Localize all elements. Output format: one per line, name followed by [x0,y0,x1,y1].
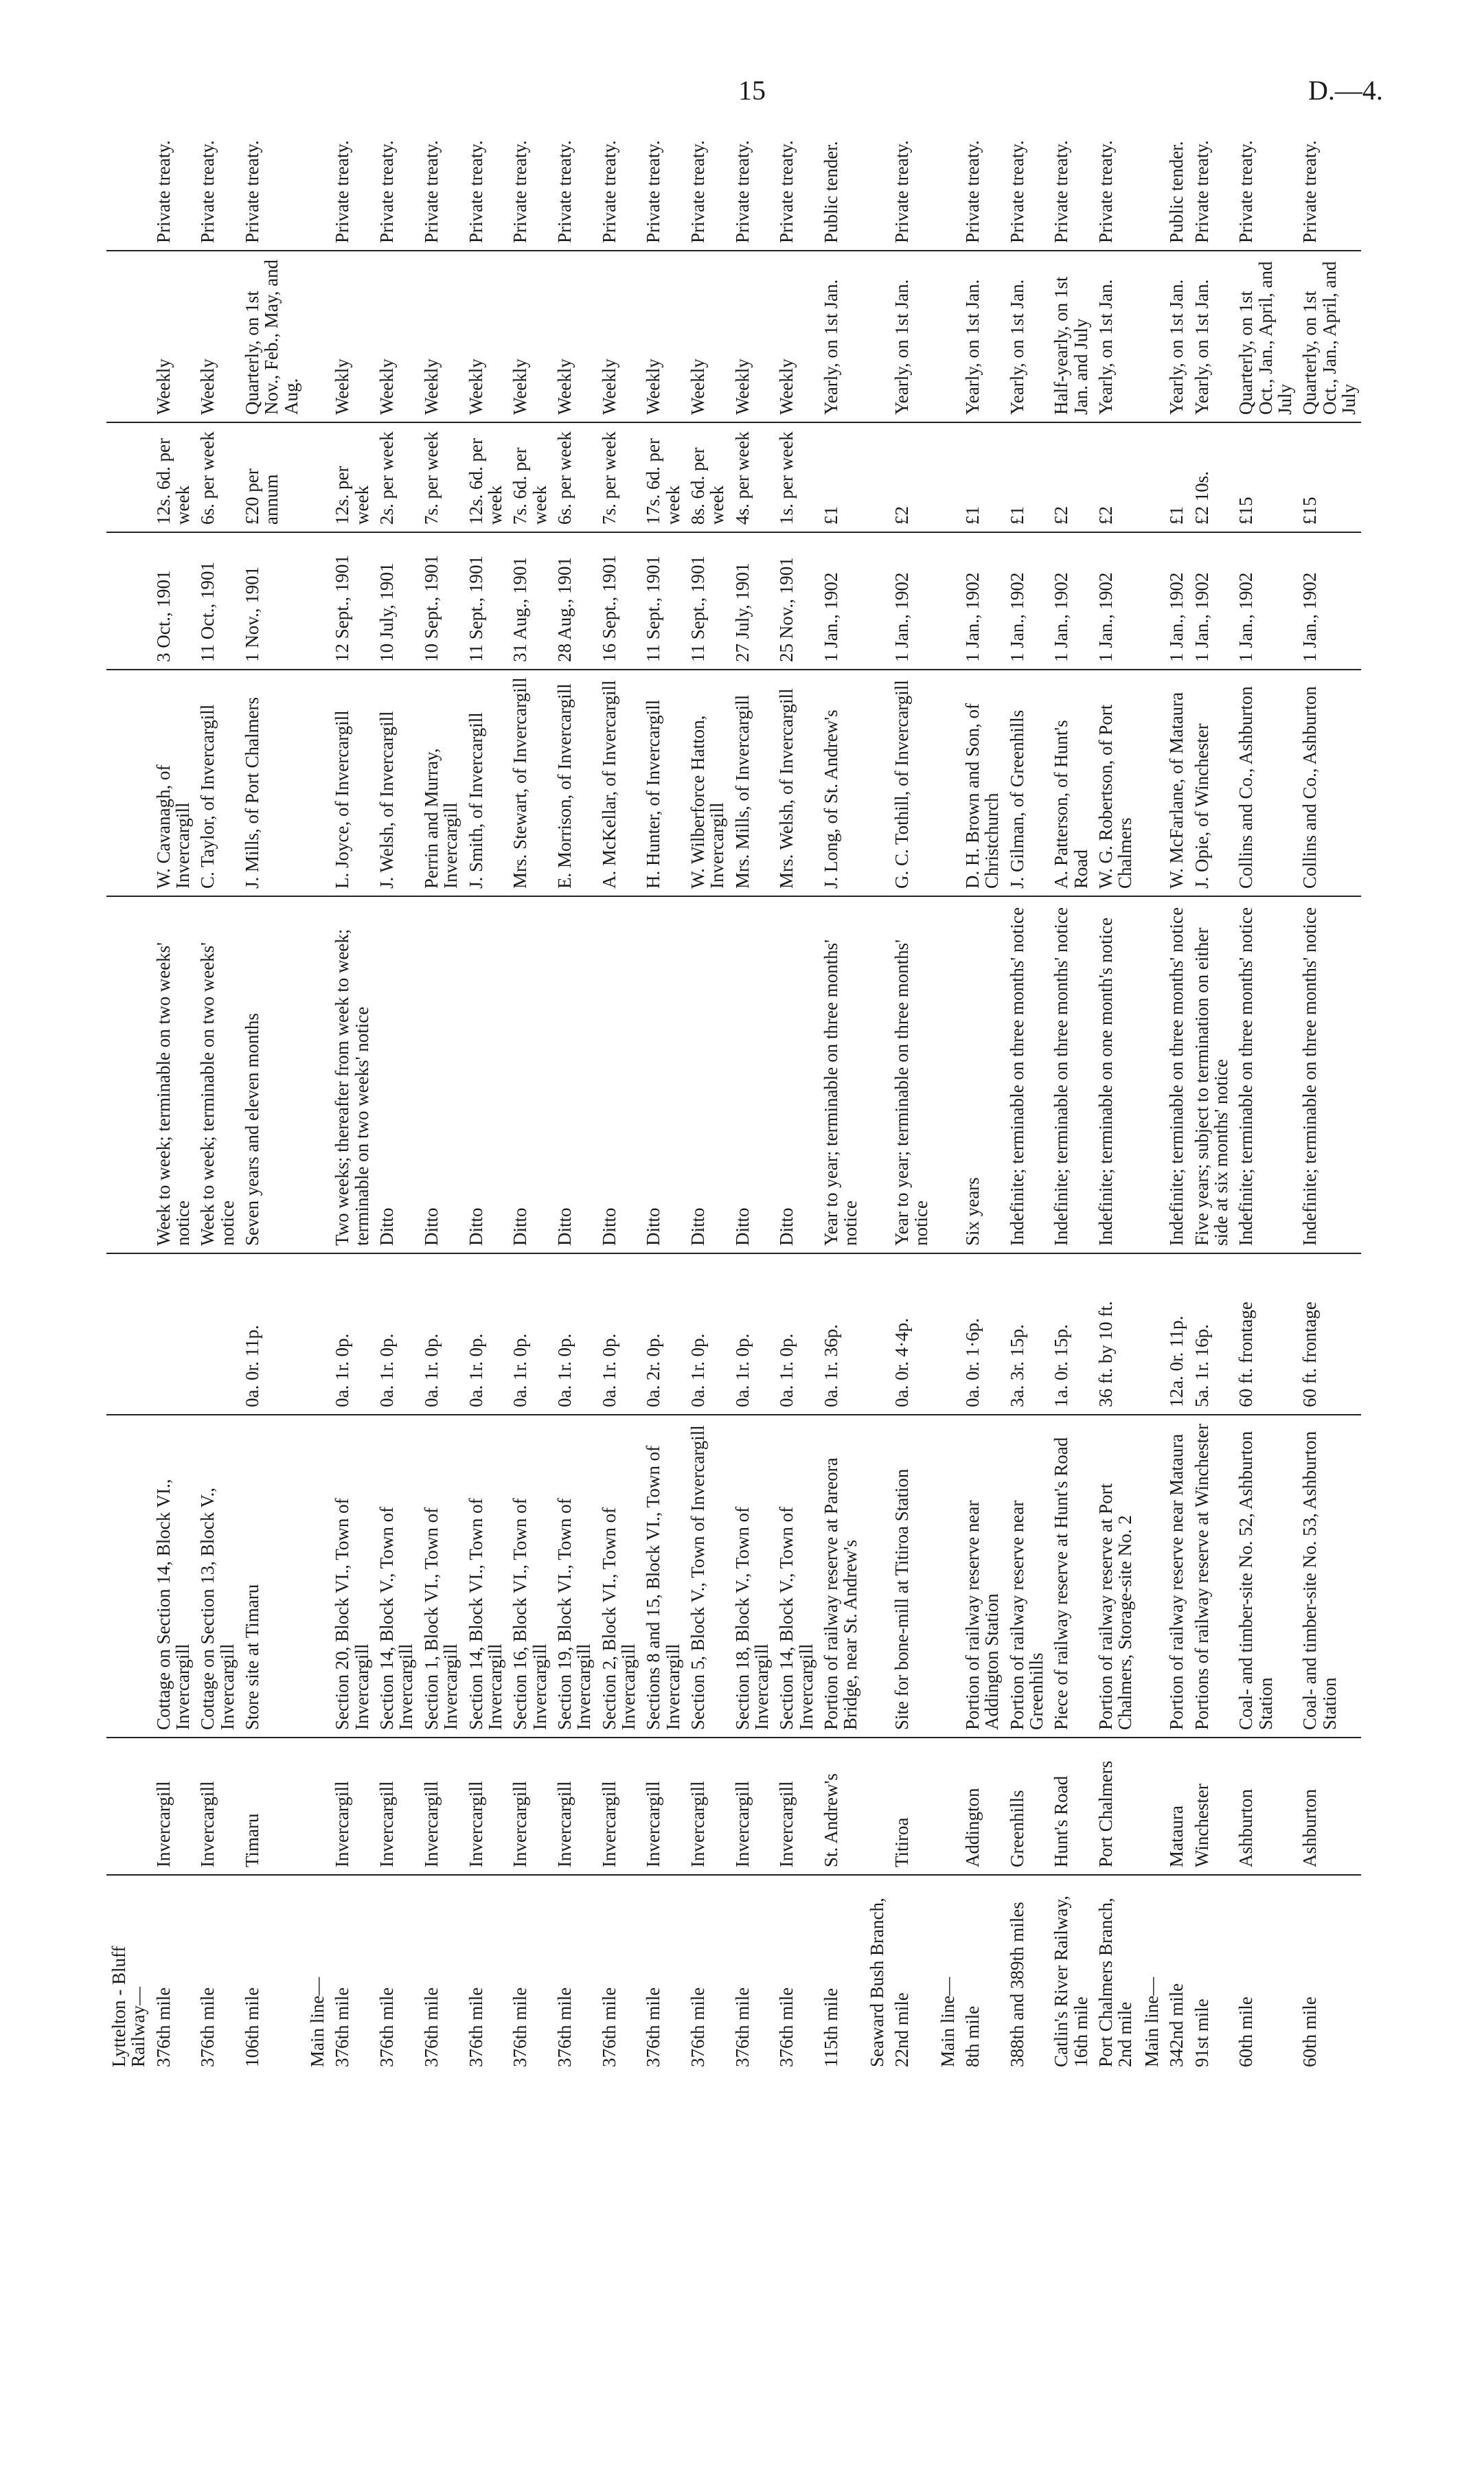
table-row [1005,130,1049,2074]
tenure-cell: Week to week; terminable on two weeks' notice [195,896,240,1253]
area-cell: 0a. 0r. 11p. [240,1253,304,1415]
description-cell: Section 20, Block VI., Town of Invercargill [330,1415,374,1738]
section-label: Main line— [1141,1977,1162,2067]
mileage-cell: 376th mile [332,1987,353,2067]
lessee-cell: W. G. Robertson, of Port Chalmers [1093,670,1138,896]
rent-cell: 6s. per week [195,422,240,532]
section-heading-row [304,130,330,2074]
lessee-cell: J. Opie, of Winchester [1189,670,1234,896]
lessee-cell: W. McFarlane, of Mataura [1164,670,1189,896]
payable-cell: Weekly [419,251,464,422]
page-number: 15 [738,75,766,106]
table-row [195,130,240,2074]
tenure-cell: Five years; subject to termination on either side at six months' notice [1189,896,1234,1253]
disposal-cell: Private treaty. [1005,130,1049,251]
table-row [151,130,196,2074]
payable-cell: Yearly, on 1st Jan. [960,251,1005,422]
table-row [1233,130,1297,2074]
disposal-cell: Private treaty. [774,130,819,251]
date-cell: 1 Jan., 1902 [819,532,863,670]
date-cell: 10 July, 1901 [374,532,419,670]
table-row [597,130,641,2074]
mileage-cell: 342nd mile [1166,1983,1187,2067]
lessee-cell: J. Mills, of Port Chalmers [240,670,304,896]
mileage-cell: 91st mile [1191,1999,1212,2067]
disposal-cell: Private treaty. [507,130,552,251]
station-cell: Invercargill [552,1738,597,1875]
date-cell: 1 Nov., 1901 [240,532,304,670]
station-cell: Invercargill [597,1738,641,1875]
description-cell: Section 14, Block V., Town of Invercargill [774,1415,819,1738]
table-row [730,130,775,2074]
lessee-cell: D. H. Brown and Son, of Christchurch [960,670,1005,896]
date-cell: 27 July, 1901 [730,532,775,670]
lease-table-container [106,130,1359,2074]
rent-cell: £1 [1005,422,1049,532]
rent-cell: 1s. per week [774,422,819,532]
tenure-cell: Year to year; terminable on three months' notice [889,896,934,1253]
station-cell: Invercargill [507,1738,552,1875]
date-cell: 25 Nov., 1901 [774,532,819,670]
mileage-cell: 376th mile [152,1987,174,2067]
lessee-cell: A. Patterson, of Hunt's Road [1049,670,1093,896]
tenure-cell: Two weeks; thereafter from week to week; terminable on two weeks' notice [330,896,374,1253]
tenure-cell: Indefinite; terminable on three months' notice [1049,896,1093,1253]
lessee-cell: Mrs. Welsh, of Invercargill [774,670,819,896]
station-cell: Invercargill [730,1738,775,1875]
lessee-cell: Mrs. Stewart, of Invercargill [507,670,552,896]
section-heading-row [934,130,960,2074]
rent-cell: 12s. 6d. per week [151,422,196,532]
rent-cell: 2s. per week [374,422,419,532]
description-cell: Cottage on Section 14, Block VI., Invercargill [151,1415,196,1738]
station-cell: Invercargill [641,1738,685,1875]
disposal-cell: Private treaty. [641,130,685,251]
disposal-cell: Private treaty. [685,130,730,251]
mileage-cell: Catlin's River Railway, 16th mile [1051,1895,1091,2067]
mileage-cell: 376th mile [776,1987,797,2067]
date-cell: 31 Aug., 1901 [507,532,552,670]
disposal-cell: Private treaty. [330,130,374,251]
station-cell: Invercargill [685,1738,730,1875]
mileage-cell: 60th mile [1299,1996,1321,2067]
lessee-cell: E. Morrison, of Invercargill [552,670,597,896]
mileage-cell: 22nd mile [891,1992,913,2067]
payable-cell: Yearly, on 1st Jan. [1189,251,1234,422]
rent-cell: £15 [1233,422,1297,532]
date-cell: 1 Jan., 1902 [1189,532,1234,670]
description-cell: Section 18, Block V., Town of Invercargill [730,1415,775,1738]
area-cell: 0a. 0r. 1·6p. [960,1253,1005,1415]
date-cell: 1 Jan., 1902 [960,532,1005,670]
station-cell: Ashburton [1233,1738,1297,1875]
disposal-cell: Private treaty. [730,130,775,251]
area-cell: 0a. 1r. 0p. [597,1253,641,1415]
lessee-cell: Collins and Co., Ashburton [1297,670,1361,896]
date-cell: 11 Sept., 1901 [464,532,508,670]
section-label: Main line— [937,1977,958,2067]
description-cell: Portion of railway reserve near Greenhills [1005,1415,1049,1738]
disposal-cell: Private treaty. [1093,130,1138,251]
payable-cell: Weekly [464,251,508,422]
tenure-cell: Ditto [685,896,730,1253]
area-cell: 0a. 1r. 0p. [685,1253,730,1415]
tenure-cell: Indefinite; terminable on three months' notice [1233,896,1297,1253]
section-label: Main line— [307,1977,328,2067]
date-cell: 16 Sept., 1901 [597,532,641,670]
rent-cell: 7s. 6d. per week [507,422,552,532]
payable-cell: Weekly [151,251,196,422]
lease-table [106,130,1361,2074]
lessee-cell: J. Long, of St. Andrew's [819,670,863,896]
station-cell: Timaru [240,1738,304,1875]
payable-cell: Weekly [730,251,775,422]
area-cell: 0a. 1r. 0p. [464,1253,508,1415]
table-row [774,130,819,2074]
table-row [464,130,508,2074]
mileage-cell: 115th mile [821,1988,841,2067]
tenure-cell: Indefinite; terminable on one month's notice [1093,896,1138,1253]
payable-cell: Quarterly, on 1st Oct., Jan., April, and July [1233,251,1297,422]
rent-cell: £2 [889,422,934,532]
tenure-cell: Ditto [507,896,552,1253]
payable-cell: Quarterly, on 1st Oct., Jan., April, and July [1297,251,1361,422]
disposal-cell: Private treaty. [1233,130,1297,251]
date-cell: 1 Jan., 1902 [1049,532,1093,670]
area-cell: 5a. 1r. 16p. [1189,1253,1234,1415]
payable-cell: Weekly [507,251,552,422]
rent-cell: 7s. per week [419,422,464,532]
description-cell: Store site at Timaru [240,1415,304,1738]
mileage-cell: 376th mile [731,1987,753,2067]
area-cell: 0a. 0r. 4·4p. [889,1253,934,1415]
area-cell: 0a. 1r. 0p. [419,1253,464,1415]
lessee-cell: Collins and Co., Ashburton [1233,670,1297,896]
lessee-cell: W. Wilberforce Hatton, Invercargill [685,670,730,896]
mileage-cell: 376th mile [376,1987,398,2067]
table-row [1189,130,1234,2074]
rent-cell: £1 [1164,422,1189,532]
area-cell [151,1253,196,1415]
date-cell: 12 Sept., 1901 [330,532,374,670]
disposal-cell: Public tender. [1164,130,1189,251]
area-cell: 3a. 3r. 15p. [1005,1253,1049,1415]
description-cell: Sections 8 and 15, Block VI., Town of Invercargill [641,1415,685,1738]
description-cell: Section 1, Block VI., Town of Invercargill [419,1415,464,1738]
area-cell: 1a. 0r. 15p. [1049,1253,1093,1415]
area-cell [195,1253,240,1415]
tenure-cell: Six years [960,896,1005,1253]
disposal-cell: Private treaty. [552,130,597,251]
tenure-cell: Ditto [419,896,464,1253]
station-cell: St. Andrew's [819,1738,863,1875]
table-row [419,130,464,2074]
area-cell: 36 ft. by 10 ft. [1093,1253,1138,1415]
mileage-cell: 376th mile [643,1987,664,2067]
lessee-cell: J. Gilman, of Greenhills [1005,670,1049,896]
tenure-cell: Year to year; terminable on three months' notice [819,896,863,1253]
mileage-cell: 376th mile [553,1987,575,2067]
lessee-cell: C. Taylor, of Invercargill [195,670,240,896]
area-cell: 60 ft. frontage [1233,1253,1297,1415]
station-cell: Greenhills [1005,1738,1049,1875]
disposal-cell: Private treaty. [1297,130,1361,251]
mileage-cell: 376th mile [420,1987,442,2067]
payable-cell: Quarterly, on 1st Nov., Feb., May, and Aug. [240,251,304,422]
lessee-cell: W. Cavanagh, of Invercargill [151,670,196,896]
station-cell: Invercargill [419,1738,464,1875]
mileage-cell: 376th mile [510,1987,531,2067]
disposal-cell: Private treaty. [597,130,641,251]
table-row [889,130,934,2074]
description-cell: Portion of railway reserve at Pareora Bridge, near St. Andrew's [819,1415,863,1738]
table-row [330,130,374,2074]
station-cell: Invercargill [195,1738,240,1875]
mileage-cell: 376th mile [465,1987,486,2067]
tenure-cell: Ditto [552,896,597,1253]
date-cell: 1 Jan., 1902 [1297,532,1361,670]
rent-cell: 17s. 6d. per week [641,422,685,532]
date-cell: 11 Oct., 1901 [195,532,240,670]
payable-cell: Yearly, on 1st Jan. [1093,251,1138,422]
mileage-cell: 376th mile [197,1987,218,2067]
station-cell: Port Chalmers [1093,1738,1138,1875]
disposal-cell: Public tender. [819,130,863,251]
tenure-cell: Ditto [597,896,641,1253]
description-cell: Site for bone-mill at Titiroa Station [889,1415,934,1738]
area-cell: 12a. 0r. 11p. [1164,1253,1189,1415]
payable-cell: Weekly [685,251,730,422]
section-heading-row [106,130,151,2074]
lessee-cell: L. Joyce, of Invercargill [330,670,374,896]
description-cell: Portion of railway reserve at Port Chalmers, Storage-site No. 2 [1093,1415,1138,1738]
rent-cell: £2 10s. [1189,422,1234,532]
rent-cell: £2 [1093,422,1138,532]
area-cell: 0a. 1r. 0p. [774,1253,819,1415]
disposal-cell: Private treaty. [960,130,1005,251]
table-row [240,130,304,2074]
station-cell: Addington [960,1738,1005,1875]
section-label: Lyttelton - Bluff Railway— [109,1946,149,2067]
tenure-cell: Ditto [774,896,819,1253]
rent-cell: 7s. per week [597,422,641,532]
tenure-cell: Ditto [374,896,419,1253]
payable-cell: Weekly [374,251,419,422]
mileage-cell: 376th mile [598,1987,619,2067]
rent-cell: £2 [1049,422,1093,532]
description-cell: Section 14, Block VI., Town of Invercargill [464,1415,508,1738]
payable-cell: Yearly, on 1st Jan. [1164,251,1189,422]
mileage-cell: 60th mile [1235,1996,1257,2067]
rent-cell: 8s. 6d. per week [685,422,730,532]
tenure-cell: Indefinite; terminable on three months' notice [1005,896,1049,1253]
table-row [641,130,685,2074]
date-cell: 3 Oct., 1901 [151,532,196,670]
table-row [1297,130,1361,2074]
rent-cell: 6s. per week [552,422,597,532]
area-cell: 0a. 1r. 0p. [552,1253,597,1415]
disposal-cell: Private treaty. [889,130,934,251]
lessee-cell: J. Welsh, of Invercargill [374,670,419,896]
table-row [685,130,730,2074]
mileage-cell: 106th mile [242,1987,263,2067]
station-cell: Invercargill [151,1738,196,1875]
lessee-cell: Perrin and Murray, Invercargill [419,670,464,896]
section-heading-row [1138,130,1164,2074]
rent-cell: 12s. 6d. per week [464,422,508,532]
rent-cell: 4s. per week [730,422,775,532]
lessee-cell: A. McKellar, of Invercargill [597,670,641,896]
table-row [552,130,597,2074]
table-row [1164,130,1189,2074]
description-cell: Section 2, Block VI., Town of Invercargill [597,1415,641,1738]
table-row [374,130,419,2074]
area-cell: 60 ft. frontage [1297,1253,1361,1415]
table-row [960,130,1005,2074]
description-cell: Section 5, Block V., Town of Invercargill [685,1415,730,1738]
description-cell: Portion of railway reserve near Mataura [1164,1415,1189,1738]
payable-cell: Weekly [330,251,374,422]
lessee-cell: Mrs. Mills, of Invercargill [730,670,775,896]
payable-cell: Yearly, on 1st Jan. [819,251,863,422]
disposal-cell: Private treaty. [1189,130,1234,251]
payable-cell: Weekly [597,251,641,422]
disposal-cell: Private treaty. [151,130,196,251]
description-cell: Section 16, Block VI., Town of Invercargill [507,1415,552,1738]
date-cell: 11 Sept., 1901 [641,532,685,670]
area-cell: 0a. 1r. 36p. [819,1253,863,1415]
disposal-cell: Private treaty. [464,130,508,251]
mileage-cell: 8th mile [962,2005,983,2067]
payable-cell: Weekly [641,251,685,422]
station-cell: Invercargill [374,1738,419,1875]
date-cell: 10 Sept., 1901 [419,532,464,670]
payable-cell: Weekly [552,251,597,422]
station-cell: Ashburton [1297,1738,1361,1875]
tenure-cell: Ditto [730,896,775,1253]
payable-cell: Weekly [195,251,240,422]
mileage-cell: 388th and 389th miles [1006,1902,1027,2067]
section-label: Seaward Bush Branch, [866,1898,887,2067]
tenure-cell: Seven years and eleven months [240,896,304,1253]
disposal-cell: Private treaty. [419,130,464,251]
area-cell: 0a. 1r. 0p. [374,1253,419,1415]
description-cell: Section 14, Block V., Town of Invercargill [374,1415,419,1738]
payable-cell: Half-yearly, on 1st Jan. and July [1049,251,1093,422]
date-cell: 28 Aug., 1901 [552,532,597,670]
disposal-cell: Private treaty. [195,130,240,251]
station-cell: Mataura [1164,1738,1189,1875]
description-cell: Section 19, Block VI., Town of Invercargill [552,1415,597,1738]
lessee-cell: H. Hunter, of Invercargill [641,670,685,896]
lease-table-body [106,130,1361,2074]
rent-cell: £20 per annum [240,422,304,532]
station-cell: Hunt's Road [1049,1738,1093,1875]
payable-cell: Yearly, on 1st Jan. [1005,251,1049,422]
tenure-cell: Week to week; terminable on two weeks' notice [151,896,196,1253]
rent-cell: £1 [960,422,1005,532]
description-cell: Coal- and timber-site No. 52, Ashburton Station [1233,1415,1297,1738]
station-cell: Titiroa [889,1738,934,1875]
date-cell: 1 Jan., 1902 [1233,532,1297,670]
section-heading-row [863,130,889,2074]
station-cell: Invercargill [464,1738,508,1875]
area-cell: 0a. 1r. 0p. [507,1253,552,1415]
disposal-cell: Private treaty. [1049,130,1093,251]
lessee-cell: J. Smith, of Invercargill [464,670,508,896]
rent-cell: £15 [1297,422,1361,532]
rent-cell: 12s. per week [330,422,374,532]
description-cell: Portion of railway reserve near Addington Station [960,1415,1005,1738]
table-row [507,130,552,2074]
disposal-cell: Private treaty. [240,130,304,251]
table-row [819,130,863,2074]
date-cell: 1 Jan., 1902 [889,532,934,670]
description-cell: Coal- and timber-site No. 53, Ashburton Station [1297,1415,1361,1738]
date-cell: 1 Jan., 1902 [1005,532,1049,670]
station-cell: Invercargill [330,1738,374,1875]
area-cell: 0a. 1r. 0p. [330,1253,374,1415]
description-cell: Piece of railway reserve at Hunt's Road [1049,1415,1093,1738]
description-cell: Portions of railway reserve at Winchester [1189,1415,1234,1738]
area-cell: 0a. 1r. 0p. [730,1253,775,1415]
document-id: D.—4. [1308,75,1383,106]
date-cell: 1 Jan., 1902 [1164,532,1189,670]
tenure-cell: Indefinite; terminable on three months' notice [1164,896,1189,1253]
mileage-cell: Port Chalmers Branch, 2nd mile [1095,1898,1136,2067]
payable-cell: Weekly [774,251,819,422]
rent-cell: £1 [819,422,863,532]
table-row [1093,130,1138,2074]
station-cell: Invercargill [774,1738,819,1875]
tenure-cell: Ditto [641,896,685,1253]
tenure-cell: Indefinite; terminable on three months' notice [1297,896,1361,1253]
table-row [1049,130,1093,2074]
station-cell: Winchester [1189,1738,1234,1875]
area-cell: 0a. 2r. 0p. [641,1253,685,1415]
date-cell: 1 Jan., 1902 [1093,532,1138,670]
date-cell: 11 Sept., 1901 [685,532,730,670]
payable-cell: Yearly, on 1st Jan. [889,251,934,422]
lessee-cell: G. C. Tothill, of Invercargill [889,670,934,896]
description-cell: Cottage on Section 13, Block V., Invercargill [195,1415,240,1738]
mileage-cell: 376th mile [687,1987,708,2067]
disposal-cell: Private treaty. [374,130,419,251]
tenure-cell: Ditto [464,896,508,1253]
